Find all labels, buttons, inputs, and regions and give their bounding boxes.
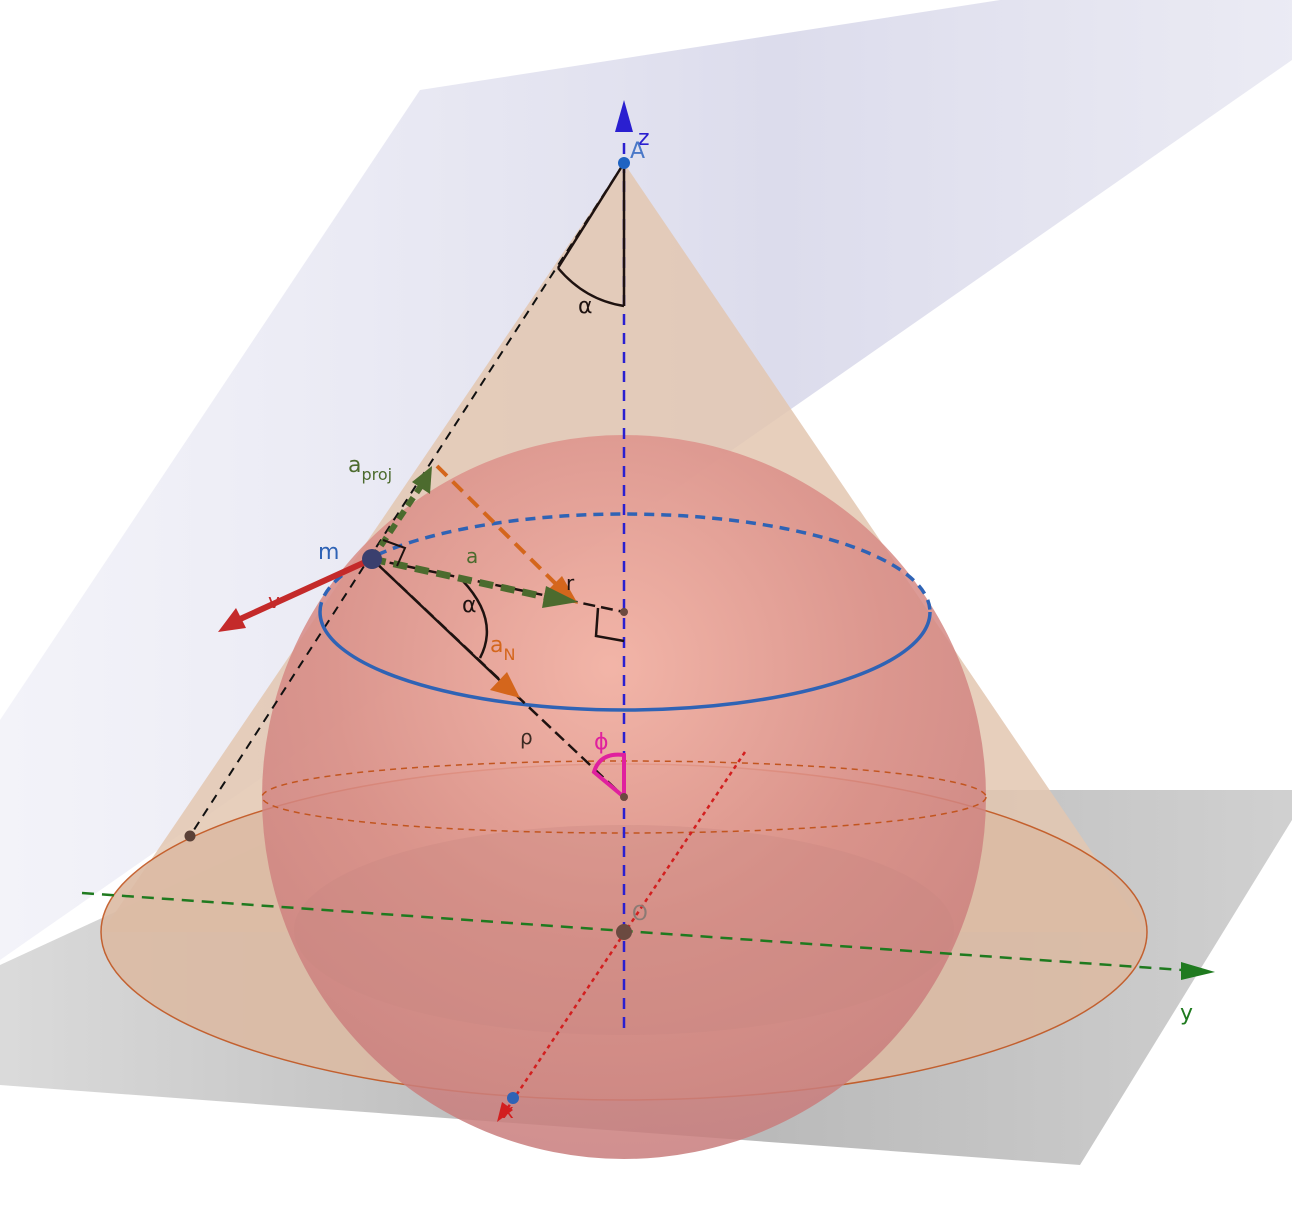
orbit-center-point <box>620 608 628 616</box>
origin-label: O <box>632 901 648 925</box>
sphere-center-point <box>620 793 628 801</box>
a-proj-main: a <box>348 453 362 478</box>
apex-label: A <box>630 139 646 164</box>
rho-label: ρ <box>520 725 533 749</box>
z-axis-label: z <box>638 126 650 151</box>
phi-label: ϕ <box>594 730 609 755</box>
mass-label: m <box>318 540 340 565</box>
a-proj-sub: proj <box>361 465 393 484</box>
origin-point <box>616 924 632 940</box>
apex-point <box>618 157 630 169</box>
a-n-main: a <box>490 633 504 658</box>
y-axis-label: y <box>1180 1001 1194 1026</box>
alpha-top-label: α <box>578 294 593 319</box>
a-label: a <box>466 544 479 568</box>
r-label: r <box>566 571 575 595</box>
mass-point <box>362 549 382 569</box>
alpha-mid-label: α <box>462 593 477 618</box>
velocity-label: v <box>268 589 280 613</box>
x-axis-label: x <box>502 1099 514 1123</box>
a-n-sub: N <box>503 645 516 664</box>
generatrix-foot-point <box>185 831 196 842</box>
